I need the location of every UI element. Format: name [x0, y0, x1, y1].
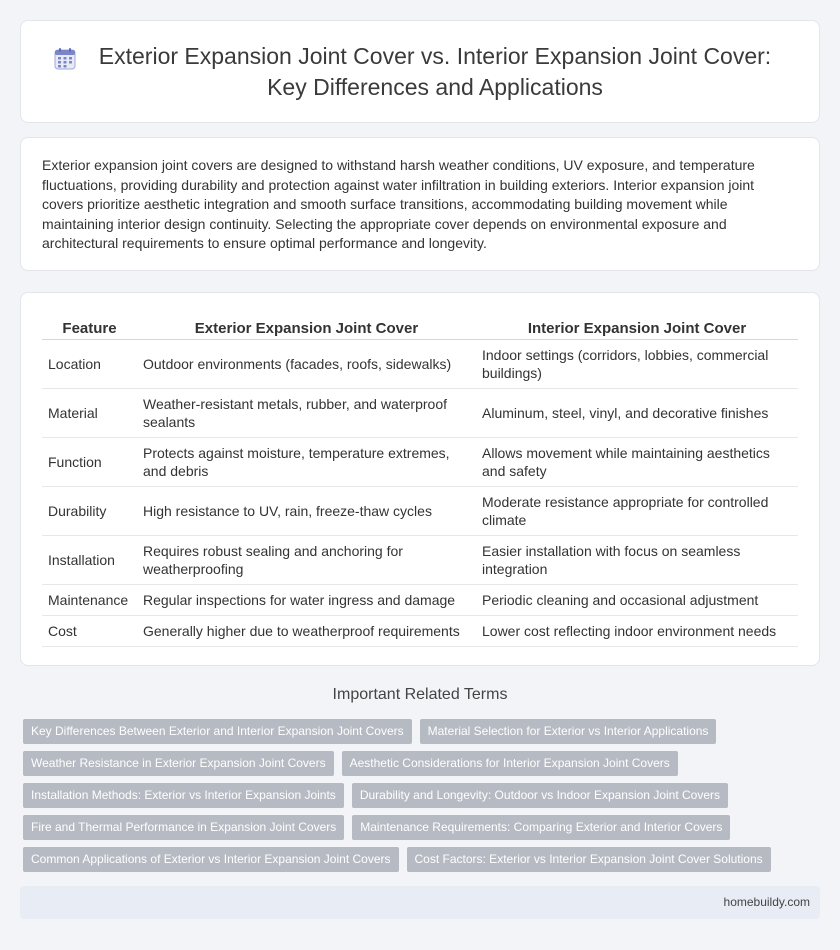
header-feature: Feature: [42, 315, 137, 339]
interior-cell: Aluminum, steel, vinyl, and decorative finishes: [476, 388, 798, 437]
table-row: [42, 339, 798, 388]
interior-cell: Indoor settings (corridors, lobbies, commercial buildings): [476, 339, 798, 388]
related-term-tag[interactable]: Weather Resistance in Exterior Expansion Joint Covers: [23, 751, 334, 776]
related-term-tag[interactable]: Maintenance Requirements: Comparing Exterior and Interior Covers: [352, 815, 730, 840]
related-terms-heading: Important Related Terms: [332, 686, 508, 703]
related-term-tag[interactable]: Fire and Thermal Performance in Expansion Joint Covers: [23, 815, 344, 840]
feature-cell: Maintenance: [42, 584, 137, 615]
exterior-cell: Weather-resistant metals, rubber, and waterproof sealants: [137, 388, 476, 437]
feature-cell: Cost: [42, 615, 137, 646]
exterior-cell: Outdoor environments (facades, roofs, sidewalks): [137, 339, 476, 388]
table-row: [42, 486, 798, 535]
related-term-tag[interactable]: Durability and Longevity: Outdoor vs Indoor Expansion Joint Covers: [352, 783, 728, 808]
header-interior: Interior Expansion Joint Cover: [476, 315, 798, 339]
table-row: [42, 388, 798, 437]
related-terms-list: [23, 719, 813, 879]
table-row: [42, 584, 798, 615]
related-term-tag[interactable]: Material Selection for Exterior vs Interior Applications: [420, 719, 717, 744]
exterior-cell: Requires robust sealing and anchoring for weatherproofing: [137, 535, 476, 584]
footer-site-link[interactable]: homebuildy.com: [723, 895, 810, 909]
table-row: [42, 535, 798, 584]
exterior-cell: Generally higher due to weatherproof requirements: [137, 615, 476, 646]
title-card: [20, 20, 820, 123]
interior-cell: Moderate resistance appropriate for controlled climate: [476, 486, 798, 535]
interior-cell: Lower cost reflecting indoor environment needs: [476, 615, 798, 646]
related-term-tag[interactable]: Cost Factors: Exterior vs Interior Expansion Joint Cover Solutions: [407, 847, 771, 872]
comparison-table: [42, 315, 798, 647]
exterior-cell: Protects against moisture, temperature extremes, and debris: [137, 437, 476, 486]
exterior-cell: Regular inspections for water ingress and damage: [137, 584, 476, 615]
table-row: [42, 615, 798, 646]
exterior-cell: High resistance to UV, rain, freeze-thaw cycles: [137, 486, 476, 535]
comparison-table-card: [20, 292, 820, 666]
related-term-tag[interactable]: Common Applications of Exterior vs Interior Expansion Joint Covers: [23, 847, 399, 872]
table-header-row: [42, 315, 798, 339]
feature-cell: Function: [42, 437, 137, 486]
feature-cell: Installation: [42, 535, 137, 584]
feature-cell: Location: [42, 339, 137, 388]
interior-cell: Periodic cleaning and occasional adjustment: [476, 584, 798, 615]
page-title: Exterior Expansion Joint Cover vs. Interior Expansion Joint Cover: Key Differences and Applications: [98, 42, 772, 100]
related-term-tag[interactable]: Aesthetic Considerations for Interior Expansion Joint Covers: [342, 751, 678, 776]
related-term-tag[interactable]: Key Differences Between Exterior and Interior Expansion Joint Covers: [23, 719, 412, 744]
feature-cell: Material: [42, 388, 137, 437]
interior-cell: Allows movement while maintaining aesthetics and safety: [476, 437, 798, 486]
interior-cell: Easier installation with focus on seamless integration: [476, 535, 798, 584]
header-exterior: Exterior Expansion Joint Cover: [137, 315, 476, 339]
table-row: [42, 437, 798, 486]
related-term-tag[interactable]: Installation Methods: Exterior vs Interior Expansion Joints: [23, 783, 344, 808]
intro-paragraph: Exterior expansion joint covers are designed to withstand harsh weather conditions, UV exposure, and temperature fluctuations, providing durability and protection against water infiltration in building exteriors. Interior expansion joint covers prioritize aesthetic integration and smooth surface transitions, accommodating building movement while maintaining interior design continuity. Selecting the appropriate cover depends on environmental exposure and architectural requirements to ensure optimal performance and longevity.: [42, 157, 755, 252]
intro-card: [20, 137, 820, 271]
feature-cell: Durability: [42, 486, 137, 535]
footer: [20, 886, 820, 919]
